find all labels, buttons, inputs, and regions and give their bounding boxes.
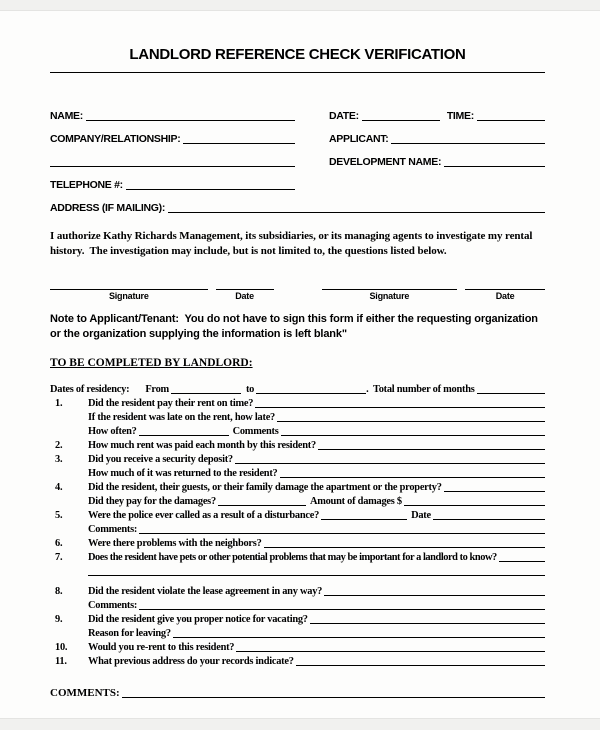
- question-text: Were the police ever called as a result of a disturbance?: [88, 510, 320, 521]
- date-field: [465, 278, 545, 301]
- signature-block: [50, 278, 545, 301]
- to-label: to: [245, 384, 255, 395]
- questions-area: [50, 381, 545, 667]
- question-text: Were there problems with the neighbors?: [88, 538, 262, 549]
- question-text: Did the resident, their guests, or their family damage the apartment or the property?: [88, 482, 442, 493]
- time-input-line[interactable]: [477, 119, 545, 121]
- question-number: 2.: [55, 440, 63, 451]
- telephone-label: TELEPHONE #:: [50, 179, 123, 191]
- residency-label: Dates of residency:: [50, 384, 130, 395]
- note-to-applicant: Note to Applicant/Tenant: You do not have to sign this form if either the requesting organization or the organization supplying the information is left blank": [50, 313, 541, 340]
- comments-line[interactable]: [122, 696, 545, 698]
- question-text: How much rent was paid each month by this resident?: [88, 440, 316, 451]
- answer-line[interactable]: [321, 518, 407, 520]
- from-label: From: [145, 384, 169, 395]
- question-text: Did the resident give you proper notice for vacating?: [88, 614, 308, 625]
- question-row: [50, 507, 545, 521]
- signature-field: [322, 278, 458, 301]
- question-text: Reason for leaving?: [88, 628, 171, 639]
- answer-line[interactable]: [324, 594, 545, 596]
- question-row: [50, 409, 545, 423]
- authorization-paragraph: I authorize Kathy Richards Management, its subsidiaries, or its managing agents to investigate my rental history. The investigation may include, but is not limited to, the questions listed below.: [50, 230, 536, 257]
- address-input-line[interactable]: [168, 211, 545, 213]
- form-row: [50, 122, 545, 145]
- question-number: 5.: [55, 510, 63, 521]
- question-row: [50, 611, 545, 625]
- date-label: DATE:: [329, 110, 359, 122]
- date2-line[interactable]: [465, 278, 545, 290]
- company-relationship-label: COMPANY/RELATIONSHIP:: [50, 133, 181, 145]
- form-row: [50, 145, 545, 168]
- answer-line[interactable]: [264, 546, 545, 548]
- from-date-line[interactable]: [171, 392, 241, 394]
- signature1-line[interactable]: [50, 278, 208, 290]
- date1-label: Date: [235, 291, 254, 301]
- question-text: Did the resident violate the lease agreement in any way?: [88, 586, 323, 597]
- question-text: Comments:: [88, 524, 138, 535]
- answer-line[interactable]: [255, 406, 545, 408]
- address-label: ADDRESS (IF MAILING):: [50, 202, 166, 214]
- answer-line[interactable]: [277, 420, 545, 422]
- question-row: [50, 423, 545, 437]
- applicant-input-line[interactable]: [391, 142, 545, 144]
- date1-line[interactable]: [216, 278, 274, 290]
- answer-line[interactable]: [318, 448, 545, 450]
- question-row: [50, 583, 545, 597]
- question-row: [50, 625, 545, 639]
- company-relationship-input-line[interactable]: [183, 142, 295, 144]
- question-number: 4.: [55, 482, 63, 493]
- question-row: [50, 563, 545, 577]
- question-text: Date: [411, 510, 431, 521]
- question-number: 9.: [55, 614, 63, 625]
- question-row: [50, 479, 545, 493]
- telephone-input-line[interactable]: [126, 188, 295, 190]
- signature-field: [50, 278, 208, 301]
- date2-label: Date: [495, 291, 515, 301]
- answer-line[interactable]: [218, 504, 306, 506]
- development-name-input-line[interactable]: [444, 165, 545, 167]
- question-text: Comments: [232, 426, 279, 437]
- question-text: How much of it was returned to the resident?: [88, 468, 278, 479]
- question-text: Does the resident have pets or other potential problems that may be important for a landlord to know?: [88, 552, 497, 563]
- question-text: Did the resident pay their rent on time?: [88, 398, 254, 409]
- answer-line[interactable]: [139, 434, 229, 436]
- answer-line[interactable]: [499, 560, 545, 562]
- time-label: TIME:: [446, 110, 474, 122]
- name-label: NAME:: [50, 110, 83, 122]
- signature2-line[interactable]: [322, 278, 458, 290]
- answer-line[interactable]: [281, 434, 546, 436]
- question-row: [50, 597, 545, 611]
- question-row: [50, 395, 545, 409]
- question-number: 6.: [55, 538, 63, 549]
- answer-line[interactable]: [280, 476, 546, 478]
- question-number: 11.: [55, 656, 67, 667]
- question-row: [50, 549, 545, 563]
- page-title: LANDLORD REFERENCE CHECK VERIFICATION: [129, 46, 466, 63]
- answer-line[interactable]: [444, 490, 545, 492]
- date-input-line[interactable]: [362, 119, 440, 121]
- to-date-line[interactable]: [256, 392, 366, 394]
- question-text: Did you receive a security deposit?: [88, 454, 233, 465]
- answer-line[interactable]: [88, 574, 545, 576]
- comments-row: [50, 683, 545, 699]
- answer-line[interactable]: [310, 622, 545, 624]
- question-text: Comments:: [88, 600, 138, 611]
- answer-line[interactable]: [433, 518, 545, 520]
- question-text: If the resident was late on the rent, how late?: [88, 412, 276, 423]
- question-row: [50, 437, 545, 451]
- comments-label: COMMENTS:: [50, 687, 120, 699]
- company-relationship-continuation-line[interactable]: [50, 165, 295, 167]
- development-name-label: DEVELOPMENT NAME:: [329, 156, 442, 168]
- question-text: How often?: [88, 426, 137, 437]
- answer-line[interactable]: [404, 504, 545, 506]
- form-row: [50, 191, 545, 214]
- question-text: Did they pay for the damages?: [88, 496, 216, 507]
- question-row: [50, 493, 545, 507]
- form-row: [50, 99, 545, 122]
- total-months-line[interactable]: [477, 392, 545, 394]
- form-row: [50, 168, 545, 191]
- answer-line[interactable]: [236, 650, 545, 652]
- total-months-label: . Total number of months: [366, 384, 475, 395]
- residency-row: [50, 381, 545, 395]
- question-text: Amount of damages $: [309, 496, 402, 507]
- question-row: [50, 653, 545, 667]
- question-row: [50, 451, 545, 465]
- header-fields: [50, 99, 545, 214]
- scan-edge-bottom: [0, 718, 600, 730]
- question-row: [50, 535, 545, 549]
- date-field: [216, 278, 274, 301]
- answer-line[interactable]: [296, 664, 545, 666]
- answer-line[interactable]: [139, 532, 545, 534]
- question-row: [50, 639, 545, 653]
- question-number: 3.: [55, 454, 63, 465]
- question-row: [50, 465, 545, 479]
- question-number: 7.: [55, 552, 63, 563]
- answer-line[interactable]: [173, 636, 545, 638]
- question-text: Would you re-rent to this resident?: [88, 642, 235, 653]
- landlord-section-heading: TO BE COMPLETED BY LANDLORD:: [50, 357, 253, 369]
- signature2-label: Signature: [369, 291, 410, 301]
- question-row: [50, 521, 545, 535]
- scan-edge-top: [0, 0, 600, 11]
- question-number: 8.: [55, 586, 63, 597]
- name-input-line[interactable]: [86, 119, 295, 121]
- question-text: What previous address do your records indicate?: [88, 656, 294, 667]
- question-number: 1.: [55, 398, 63, 409]
- title-rule: [50, 72, 545, 73]
- signature1-label: Signature: [108, 291, 149, 301]
- applicant-label: APPLICANT:: [329, 133, 389, 145]
- question-number: 10.: [55, 642, 68, 653]
- answer-line[interactable]: [235, 462, 545, 464]
- answer-line[interactable]: [139, 608, 545, 610]
